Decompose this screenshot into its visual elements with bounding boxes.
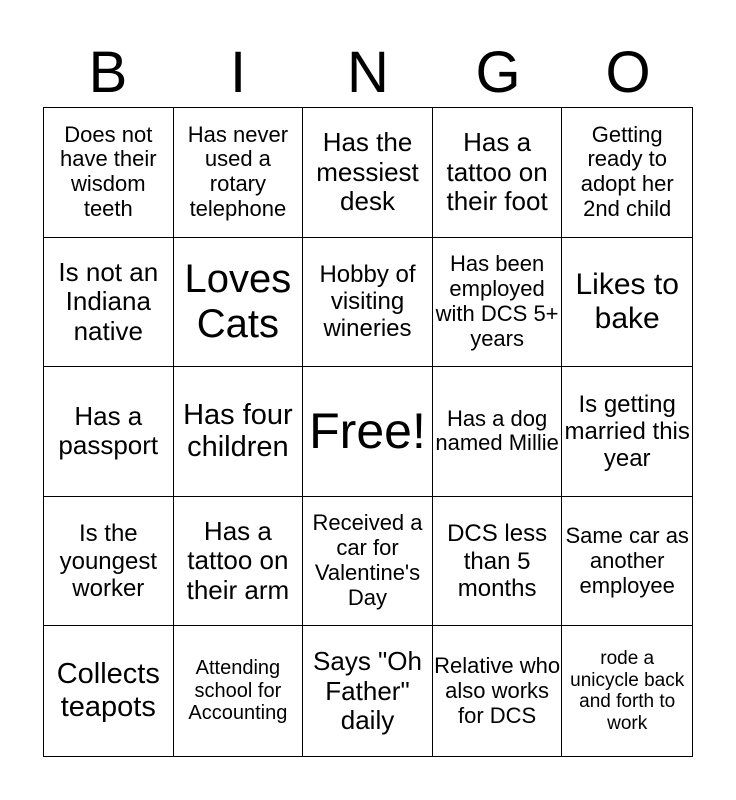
bingo-cell[interactable] — [174, 367, 304, 497]
bingo-cell[interactable] — [44, 497, 174, 627]
header-letter-n: N — [347, 40, 389, 105]
bingo-cell[interactable] — [174, 108, 304, 238]
bingo-cell[interactable] — [433, 497, 563, 627]
bingo-cell[interactable] — [44, 238, 174, 368]
bingo-cell[interactable] — [433, 238, 563, 368]
bingo-cell[interactable] — [303, 108, 433, 238]
cell-text: Has never used a rotary telephone — [187, 121, 289, 222]
header-letter-b: B — [88, 40, 128, 105]
header-letter-g: G — [475, 40, 521, 105]
cell-text: Has a passport — [58, 401, 159, 461]
cell-text: Collects teapots — [56, 658, 160, 724]
bingo-cell[interactable] — [562, 108, 692, 238]
cell-text: Does not have their wisdom teeth — [59, 121, 157, 222]
free-space-cell[interactable] — [303, 367, 433, 497]
bingo-cell[interactable] — [44, 367, 174, 497]
bingo-board — [43, 107, 693, 757]
cell-text: Relative who also works for DCS — [434, 652, 561, 728]
cell-text: rode a unicycle back and forth to work — [570, 648, 685, 734]
cell-text: Hobby of visiting wineries — [319, 261, 416, 343]
cell-text: Is getting married this year — [564, 390, 690, 473]
bingo-cell[interactable] — [562, 497, 692, 627]
bingo-cell[interactable] — [303, 238, 433, 368]
cell-text: Has been employed with DCS 5+ years — [435, 251, 559, 351]
cell-text: Says "Oh Father" daily — [313, 646, 422, 735]
cell-text: Loves Cats — [184, 256, 292, 346]
bingo-cell[interactable] — [174, 238, 304, 368]
bingo-cell[interactable] — [303, 626, 433, 756]
cell-text: Is not an Indiana native — [58, 256, 159, 346]
bingo-cell[interactable] — [44, 626, 174, 756]
cell-text: Received a car for Valentine's Day — [312, 510, 423, 610]
bingo-cell[interactable] — [433, 367, 563, 497]
cell-text: Has the messiest desk — [316, 127, 419, 216]
cell-text: DCS less than 5 months — [447, 520, 548, 602]
bingo-cell[interactable] — [174, 497, 304, 627]
cell-text: Same car as another employee — [565, 522, 689, 598]
bingo-cell[interactable] — [433, 626, 563, 756]
bingo-cell[interactable] — [303, 497, 433, 627]
cell-text: Has a tattoo on their foot — [446, 127, 548, 216]
bingo-cell[interactable] — [44, 108, 174, 238]
bingo-header — [43, 40, 693, 106]
cell-text: Has a dog named Millie — [435, 405, 559, 456]
header-letter-o: O — [605, 40, 651, 105]
free-space-text: Free! — [309, 403, 426, 460]
bingo-cell[interactable] — [562, 367, 692, 497]
cell-text: Has a tattoo on their arm — [186, 516, 290, 605]
bingo-cell[interactable] — [433, 108, 563, 238]
cell-text: Has four children — [183, 398, 293, 464]
cell-text: Attending school for Accounting — [188, 657, 288, 725]
cell-text: Likes to bake — [575, 268, 679, 335]
cell-text: Getting ready to adopt her 2nd child — [580, 121, 674, 222]
cell-text: Is the youngest worker — [59, 520, 157, 602]
bingo-cell[interactable] — [562, 626, 692, 756]
bingo-cell[interactable] — [174, 626, 304, 756]
bingo-cell[interactable] — [562, 238, 692, 368]
header-letter-i: I — [229, 40, 247, 105]
